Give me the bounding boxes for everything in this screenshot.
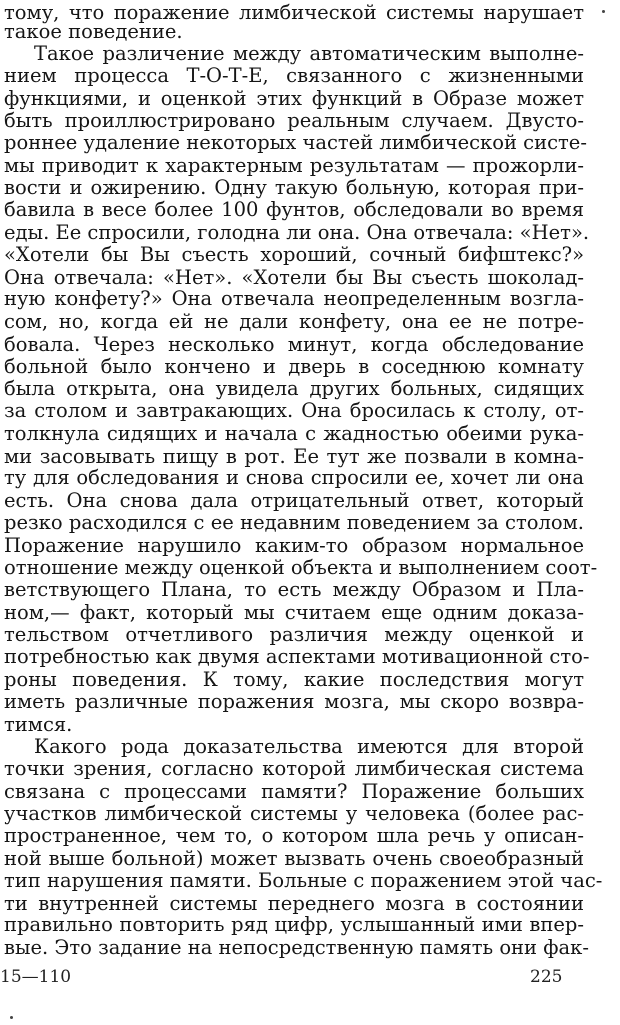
text-line: ти внутренней системы переднего мозга в состоянии — [4, 892, 584, 915]
text-line: Какого рода доказательства имеются для второй — [34, 735, 584, 758]
text-line: бавила в весе более 100 фунтов, обследовали во время — [4, 198, 584, 221]
text-line: вости и ожирению. Одну такую больную, которая при- — [4, 176, 584, 199]
text-line: быть проиллюстрировано реальным случаем. Двусто- — [4, 109, 584, 132]
text-line: «Хотели бы Вы съесть хороший, сочный бифштекс?» — [4, 243, 584, 266]
text-line: функциями, и оценкой этих функций в Образе может — [4, 87, 584, 110]
printer-signature: 15—110 — [0, 967, 72, 987]
text-line: бовала. Через несколько минут, когда обследование — [4, 333, 584, 356]
text-line: потребностью как двумя аспектами мотивационной сто- — [4, 645, 590, 668]
text-line: ветствующего Плана, то есть между Образом и Пла- — [4, 578, 584, 601]
text-line: была открыта, она увидела других больных, сидящих — [4, 377, 584, 400]
text-line: Поражение нарушило каким-то образом нормальное — [4, 534, 584, 557]
text-line: есть. Она снова дала отрицательный ответ, который — [4, 489, 584, 512]
text-line: точки зрения, согласно которой лимбическая система — [4, 757, 584, 780]
text-line: иметь различные поражения мозга, мы скоро возвра- — [4, 690, 584, 713]
text-line: тип нарушения памяти. Больные с поражением этой час- — [4, 869, 603, 892]
text-line: мы приводит к характерным результатам — прожорли- — [4, 154, 584, 177]
text-line: ной выше больной) может вызвать очень своеобразный — [4, 847, 584, 870]
text-line: тимся. — [4, 713, 73, 736]
text-line: ном,— факт, который мы считаем еще одним доказа- — [4, 601, 584, 624]
text-line: правильно повторить ряд цифр, услышанный ими впер- — [4, 913, 584, 936]
text-line: связана с процессами памяти? Поражение больших — [4, 780, 584, 803]
text-line: сом, но, когда ей не дали конфету, она ее не потре- — [4, 310, 584, 333]
text-line: пространенное, чем то, о котором шла речь у описан- — [4, 824, 584, 847]
text-line: еды. Ее спросили, голодна ли она. Она отвечала: «Нет». — [4, 221, 590, 244]
text-line: отношение между оценкой объекта и выполнением соот- — [4, 556, 598, 579]
text-line: тому, что поражение лимбической системы нарушает — [4, 1, 584, 24]
text-line: роннее удаление некоторых частей лимбической систе- — [4, 131, 587, 154]
print-speck — [602, 10, 605, 13]
text-line: ми засовывать пищу в рот. Ее тут же позвали в комна- — [4, 445, 584, 468]
text-line: Она отвечала: «Нет». «Хотели бы Вы съесть шоколад- — [4, 266, 584, 289]
print-speck — [10, 1016, 13, 1019]
page-number: 225 — [530, 967, 563, 987]
text-line: вые. Это задание на непосредственную память они фак- — [4, 936, 589, 959]
text-line: резко расходился с ее недавним поведением за столом. — [4, 511, 584, 534]
text-line: толкнула сидящих и начала с жадностью обеими рука- — [4, 422, 584, 445]
text-line: ту для обследования и снова спросили ее, хочет ли она — [4, 466, 584, 489]
text-line: нием процесса Т-О-Т-Е, связанного с жизненными — [4, 64, 584, 87]
text-line: такое поведение. — [4, 20, 183, 43]
text-line: за столом и завтракающих. Она бросилась к столу, от- — [4, 399, 584, 422]
text-line: тельством отчетливого различия между оценкой и — [4, 623, 584, 646]
text-line: Такое различение между автоматическим выполне- — [34, 42, 584, 65]
text-line: участков лимбической системы у человека (более рас- — [4, 802, 584, 825]
text-line: ную конфету?» Она отвечала неопределенным возгла- — [4, 287, 584, 310]
text-line: больной было кончено и дверь в соседнюю комнату — [4, 355, 584, 378]
text-line: роны поведения. К тому, какие последствия могут — [4, 668, 584, 691]
